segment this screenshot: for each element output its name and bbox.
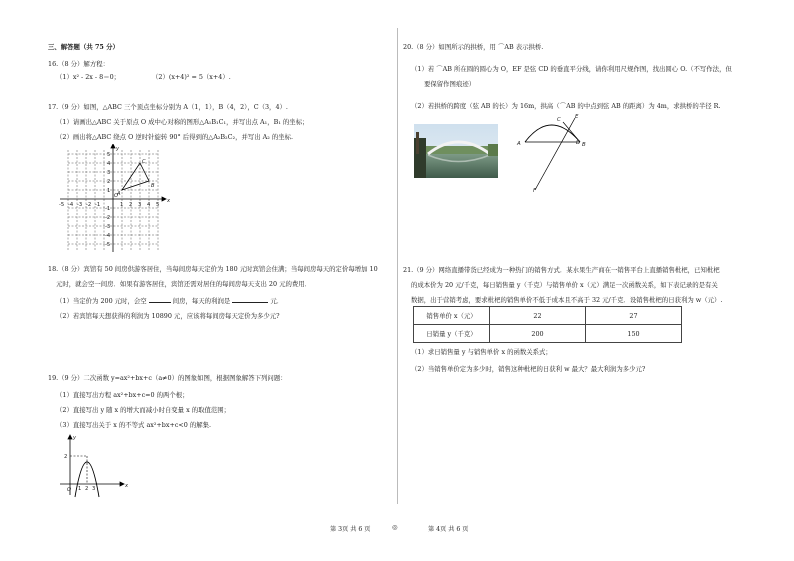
footer-left-page-number: 第 3页 共 6 页 (330, 526, 371, 533)
q18-blank-rooms (149, 296, 171, 303)
point-c: C (557, 117, 561, 123)
q18-stem-2: 元时，就会空一间房．如果有游客居住，宾馆还需对居住的每间房每天支出 20 元的费用． (56, 280, 312, 288)
q17-x-tick: -2 (86, 202, 92, 208)
table-row (414, 307, 682, 325)
table-row (414, 325, 682, 343)
q21-stem-1: 21.（9 分）网络直播带货已经成为一种热门的销售方式．某水果生产商在一销售平台上直播销售枇杷，已知枇杷 (403, 266, 720, 274)
table-cell: 200 (490, 325, 586, 343)
q17-x-tick: 4 (147, 202, 151, 208)
q21-part1: （1）求日销售量 y 与销售单价 x 的函数关系式； (411, 348, 552, 356)
q20-stem: 20.（8 分）如图所示的拱桥，用 ⌒AB 表示拱桥. (403, 43, 544, 51)
q19-part3: （3）直接写出关于 x 的不等式 ax²+bx+c<0 的解集. (56, 421, 212, 429)
label-c: C (142, 159, 146, 165)
q17-y-tick: 3 (107, 170, 111, 176)
q21-stem-3: 数据，出于营销考虑，要求枇杷的销售单价不低于成本且不高于 32 元/千克．设销售枇杷的日获利为 w（元）. (411, 296, 723, 304)
table-header-cell: 日销量 y（千克） (414, 325, 490, 343)
q17-y-tick: -2 (105, 215, 111, 221)
label-b: B (151, 183, 155, 189)
point-f: F (533, 188, 537, 194)
q17-x-tick: -3 (77, 202, 83, 208)
q17-y-tick: -3 (105, 224, 111, 230)
q19-x-tick: 3 (92, 486, 96, 492)
q18-part1-text-c: 元． (270, 297, 284, 305)
q19-stem: 19.（9 分）二次函数 y=ax²+bx+c（a≠0）的图象如图，根据图象解答下列问题： (48, 374, 287, 382)
q17-y-tick: -1 (105, 206, 111, 212)
q17-y-tick: 4 (107, 161, 111, 167)
q17-part1: （1）请画出△ABC 关于原点 O 成中心对称的图形△A₁B₁C₁，并写出点 A₁，B₁ 的坐标； (56, 118, 309, 126)
table-cell: 27 (586, 307, 682, 325)
point-d: D (576, 140, 581, 146)
q17-x-tick: 5 (156, 202, 160, 208)
q17-y-label: y (116, 146, 120, 152)
q17-x-tick: -5 (59, 202, 65, 208)
q19-x-tick: 1 (78, 486, 82, 492)
q17-origin: O (114, 193, 119, 199)
q17-x-label: x (167, 198, 171, 204)
q18-part1 (56, 296, 283, 305)
triangle-abc (122, 163, 149, 190)
q18-part2: （2）若宾馆每天想获得的利润为 10890 元，应该将每间房每天定价为多少元? (56, 312, 280, 320)
point-e: E (575, 114, 579, 120)
table-cell: 22 (490, 307, 586, 325)
q16-part2: （2）(x+4)² = 5（x+4）. (152, 73, 231, 81)
footer-center-mark: ◎ (392, 524, 398, 531)
q17-x-tick: -4 (68, 202, 74, 208)
q17-y-tick: -5 (105, 242, 111, 248)
q16-part1: （1）x² - 2x - 8＝0； (56, 73, 121, 81)
q18-part1-text-a: （1）当定价为 200 元时，会空 (56, 297, 147, 305)
q19-y-tick: 2 (64, 454, 68, 460)
q17-y-tick: 2 (107, 179, 111, 185)
q21-stem-2: 的成本价为 20 元/千克，每日销售量 y（千克）与销售单价 x（元）满足一次函数关系，如下表记录的是有关 (411, 281, 718, 289)
section-heading: 三、解答题（共 75 分） (48, 43, 119, 51)
line-ef (535, 118, 575, 190)
label-a: A (117, 191, 121, 197)
q19-parabola-graph (58, 433, 130, 499)
q21-part2: （2）当销售单价定为多少时，销售这种枇杷的日获利 w 最大？最大利润为多少元? (411, 365, 646, 373)
table-cell: 150 (586, 325, 682, 343)
q17-x-tick: 2 (129, 202, 133, 208)
q19-origin: O (67, 487, 72, 493)
q19-y-label: y (73, 435, 77, 441)
q17-y-tick: -4 (105, 233, 111, 239)
q17-x-tick: 3 (138, 202, 142, 208)
q16-title: 16.（8 分）解方程： (48, 60, 109, 68)
q20-part1-b: 要保留作图痕迹） (424, 80, 476, 88)
q19-x-tick: 2 (85, 486, 89, 492)
q17-y-tick: 1 (107, 188, 111, 194)
q17-x-tick: 1 (120, 202, 124, 208)
q17-stem: 17.（9 分）如图，△ABC 三个顶点坐标分别为 A（1，1），B（4，2），C（3，4）. (48, 103, 288, 111)
q17-x-tick: -1 (95, 202, 101, 208)
q20-arch-diagram (515, 112, 603, 196)
arc-ab (525, 125, 580, 142)
right-page (392, 0, 794, 561)
table-header-cell: 销售单价 x（元） (414, 307, 490, 325)
q18-part1-text-b: 间房，每天的利润是 (172, 297, 231, 305)
point-a: A (517, 141, 521, 147)
q19-part1: （1）直接写出方程 ax²+bx+c=0 的两个根； (56, 391, 189, 399)
q17-y-tick: 5 (107, 152, 111, 158)
q20-part1-a: （1）若 ⌒AB 所在圆的圆心为 O，EF 是弦 CD 的垂直平分线，请你利用尺规作图，找出圆心 O.（不写作法，但 (411, 65, 732, 73)
q21-data-table (413, 306, 682, 343)
q19-part2: （2）直接写出 y 随 x 的增大而减小时自变量 x 的取值范围； (56, 406, 231, 414)
q17-part2: （2）画出将△ABC 绕点 O 逆时针旋转 90° 后得到的△A₂B₂C₂，并写出 A₂ 的坐标. (56, 133, 294, 141)
q18-blank-profit (232, 296, 268, 303)
footer-right-page-number: 第 4页 共 6 页 (428, 526, 469, 533)
q19-x-label: x (125, 483, 129, 489)
point-b: B (582, 142, 586, 148)
q17-coordinate-grid (58, 144, 174, 256)
q18-stem-1: 18.（8 分）宾馆有 50 间房供游客居住，当每间房每天定价为 180 元时宾馆会住满；当每间房每天的定价每增加 10 (48, 265, 378, 273)
q20-part2: （2）若拱桥的跨度（弦 AB 的长）为 16m，拱高（⌒AB 的中点到弦 AB 的距离）为 4m，求拱桥的半径 R. (411, 102, 721, 110)
bridge-photo (414, 124, 498, 178)
